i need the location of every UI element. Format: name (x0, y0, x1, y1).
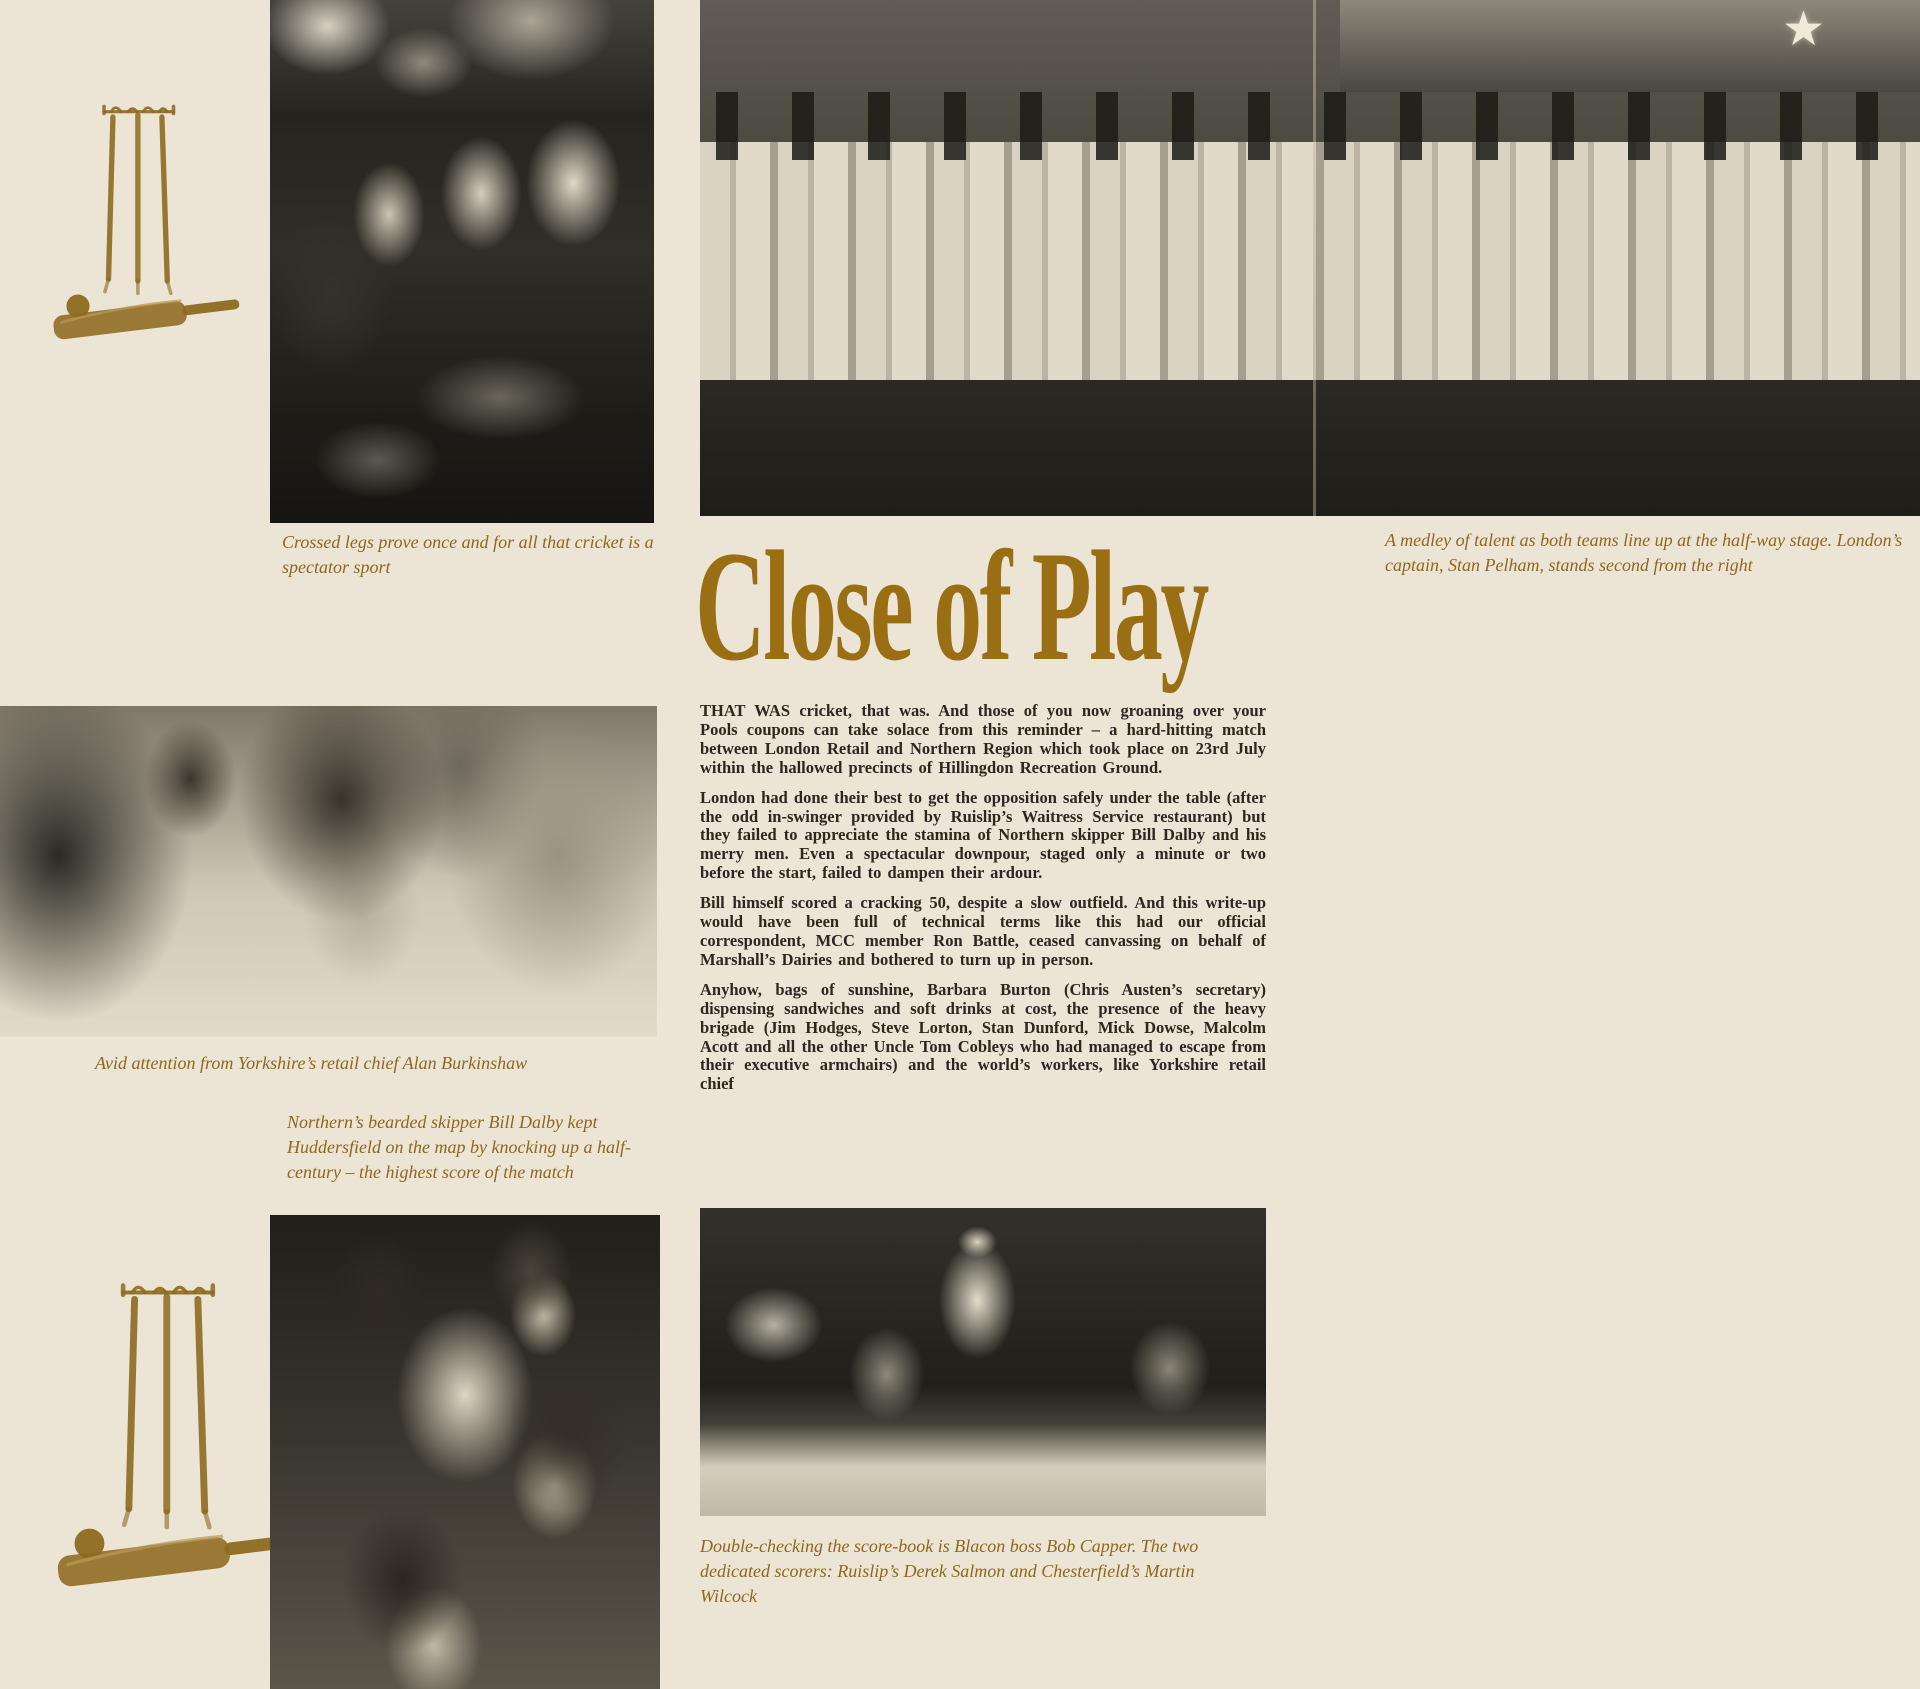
article-paragraph-3: Bill himself scored a cracking 50, despite a slow outfield. And this write-up would have been full of technical terms like this had our official correspondent, MCC member Ron Battle, ceased canvassing on behalf of Marshall’s Dairies and bothered to turn up in person. (700, 893, 1266, 969)
caption-scorebook: Double-checking the score-book is Blacon boss Bob Capper. The two dedicated scorers: Ruislip’s Derek Salmon and Chesterfield’s Martin Wilcock (700, 1536, 1199, 1606)
caption-team-lineup: A medley of talent as both teams line up at the half-way stage. London’s captain, Stan Pelham, stands second from the right (1385, 530, 1903, 575)
article-paragraph-2: London had done their best to get the opposition safely under the table (after the odd in-swinger provided by Ruislip’s Waitress Service restaurant) but they failed to appreciate the stamina of Northern skipper Bill Dalby and his merry men. Even a spectacular downpour, staged only a minute or two before the start, failed to dampen their ardour. (700, 787, 1266, 883)
article-body (700, 702, 1266, 1105)
star-mark: ★ (1782, 3, 1826, 56)
article-paragraph-4: Anyhow, bags of sunshine, Barbara Burton (Chris Austen’s secretary) dispensing sandwiches and soft drinks at cost, the presence of the heavy brigade (Jim Hodges, Steve Lorton, Stan Dunford, Mick Dowse, Malcolm Acott and all the other Uncle Tom Cobleys who had managed to escape from their executive armchairs) and the world’s workers, like Yorkshire retail chief (700, 979, 1266, 1094)
photo-scorebook (700, 1208, 1266, 1516)
photo-burkinshaw (0, 706, 657, 1037)
caption-spectators: Crossed legs prove once and for all that cricket is a spectator sport (282, 532, 654, 577)
cricket-stumps-bat-ball-icon (30, 85, 260, 370)
photo-smiling-group (270, 1215, 660, 1689)
caption-burkinshaw: Avid attention from Yorkshire’s retail chief Alan Burkinshaw (95, 1053, 528, 1073)
page-fold-seam (1313, 0, 1316, 516)
page-title: Close of Play (695, 519, 1207, 694)
caption-dalby: Northern’s bearded skipper Bill Dalby kept Huddersfield on the map by knocking up a half-century – the highest score of the match (287, 1112, 631, 1182)
article-paragraph-1: THAT WAS cricket, that was. And those of you now groaning over your Pools coupons can take solace from this reminder – a hard-hitting match between London Retail and Northern Region which took place on 23rd July within the hallowed precincts of Hillingdon Recreation Ground. (700, 701, 1266, 777)
photo-spectators (270, 0, 654, 523)
photo-team-lineup (700, 0, 1920, 516)
